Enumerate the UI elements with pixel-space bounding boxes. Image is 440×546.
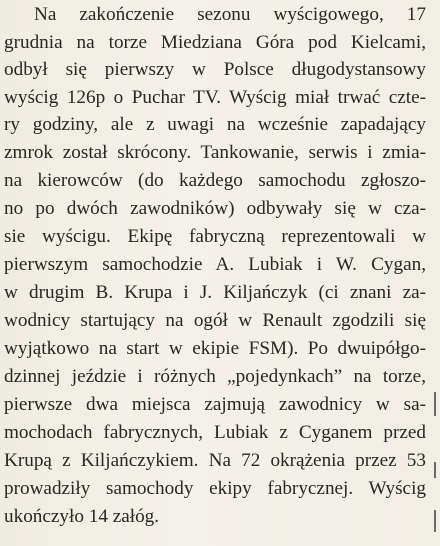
page-edge-mark [434,510,436,532]
text-line: Krupą z Kiljańczykiem. Na 72 okrążenia przez 53 [4,450,426,471]
text-line: pierwsze dwa miejsca zajmują zawodnicy w sa- [4,394,426,415]
text-line: mochodach fabrycznych, Lubiak z Cyganem przed [4,422,426,443]
text-line: odbył się pierwszy w Polsce długodystansowy [4,59,426,80]
text-line: sie wyścigu. Ekipę fabryczną reprezentowali w [4,226,426,247]
text-line: wyścig 126p o Puchar TV. Wyścig miał trwać czte- [4,87,426,108]
page-edge-mark [434,462,436,478]
text-line: w drugim B. Krupa i J. Kiljańczyk (ci znani za- [4,282,426,303]
text-line: prowadziły samochody ekipy fabrycznej. Wyścig [4,478,426,499]
text-line: na kierowców (do każdego samochodu zgłoszo- [4,170,426,191]
text-line: no po dwóch zawodników) odbywały się w cza- [4,198,426,219]
text-line: wodnicy startujący na ogół w Renault zgodzili się [4,310,426,331]
text-line: Na zakończenie sezonu wyścigowego, 17 [34,4,426,25]
text-line: zmrok został skrócony. Tankowanie, serwis i zmia- [4,142,426,163]
text-line: ukończyło 14 załóg. [4,506,160,527]
text-line: wyjątkowo na start w ekipie FSM). Po dwuipółgo- [4,338,426,359]
text-line: dzinnej jeździe i różnych „pojedynkach” na torze, [4,366,426,387]
text-line: grudnia na torze Miedziana Góra pod Kielcami, [4,32,426,53]
page-edge-mark [434,392,436,416]
text-line: pierwszym samochodzie A. Lubiak i W. Cygan, [4,254,426,275]
text-line: ry godziny, ale z uwagi na wcześnie zapadający [4,114,426,135]
